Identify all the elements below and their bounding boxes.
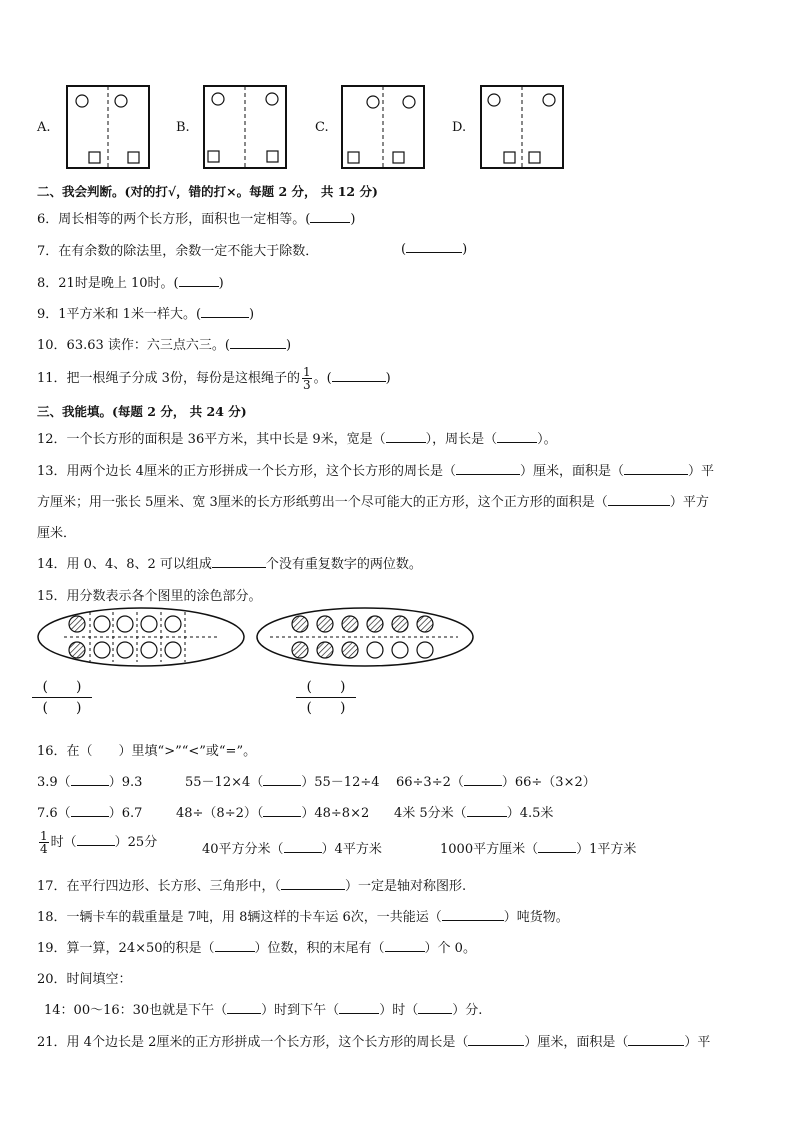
q17-blank[interactable] <box>281 877 345 890</box>
q15-left-circle <box>94 616 110 632</box>
q16-r1-4: ）55－12÷4 <box>301 775 380 790</box>
q13-l2a: 方厘米；用一张长 5厘米、宽 3厘米的长方形纸剪出一个尽可能大的正方形，这个正方形的面积是（ <box>37 495 608 510</box>
q19-b: ）位数，积的末尾有（ <box>254 941 385 956</box>
q16-r1-6: ）66÷（3×2） <box>501 775 596 790</box>
q7-answer <box>401 240 467 257</box>
q18-b: ）吨货物。 <box>503 910 569 925</box>
figure-b <box>204 86 286 168</box>
q13-area-blank[interactable] <box>624 462 688 475</box>
question-13-line-3 <box>37 522 76 541</box>
q20-blank-3[interactable] <box>418 1001 452 1014</box>
q16-row-1c <box>396 771 596 790</box>
q20-title: 20．时间填空： <box>37 972 132 987</box>
q16-row-2c <box>394 802 553 821</box>
option-figures <box>0 80 794 175</box>
q16-row-2 <box>37 802 142 821</box>
q7-close: ) <box>462 242 468 257</box>
q15-right-circle <box>417 616 433 632</box>
q6-answer-blank[interactable] <box>310 210 350 223</box>
q16-r1-1: 3.9（ <box>37 775 71 790</box>
q16-r2-blank-1[interactable] <box>71 804 109 817</box>
q16-row-2b <box>176 802 369 821</box>
q16-r1-3: 55－12×4（ <box>185 775 264 790</box>
q15-left-circle <box>141 642 157 658</box>
q15-left-circle <box>165 616 181 632</box>
question-13-line-2 <box>37 491 709 510</box>
q15-right-circle <box>367 616 383 632</box>
q16-r3-blank-2[interactable] <box>284 840 322 853</box>
q15-right-denominator: ( ) <box>306 700 346 716</box>
q15-left-circle <box>165 642 181 658</box>
q8-answer-blank[interactable] <box>179 274 219 287</box>
q19-blank-2[interactable] <box>385 939 425 952</box>
q14-part-a: 14．用 0、4、8、2 可以组成 <box>37 557 212 572</box>
q19-c: ）个 0。 <box>424 941 476 956</box>
q11-after: 。( <box>313 371 332 386</box>
q13-square-area-blank[interactable] <box>608 493 670 506</box>
option-a-label: A. <box>37 120 51 135</box>
q11-frac-numerator: 1 <box>302 365 311 379</box>
question-6 <box>37 208 355 227</box>
q15-right-circle <box>392 616 408 632</box>
q15-right-circle <box>367 642 383 658</box>
q10-close: ) <box>285 338 292 353</box>
q11-frac-denominator: 3 <box>302 378 311 392</box>
q16-r3-frac-denominator: 4 <box>40 842 48 856</box>
q15-right-numerator: ( ) <box>306 679 346 695</box>
question-15 <box>37 585 262 604</box>
q18-blank[interactable] <box>442 908 504 921</box>
question-14 <box>37 553 422 572</box>
q15-left-fraction[interactable] <box>32 678 92 717</box>
q13-l1c: ）平 <box>687 464 714 479</box>
q20-d: ）分. <box>452 1003 483 1018</box>
q15-right-circle <box>292 642 308 658</box>
q16-r1-5: 66÷3÷2（ <box>396 775 464 790</box>
q15-right-circle <box>417 642 433 658</box>
figure-a <box>67 86 149 168</box>
q8-text: 8．21时是晚上 10时。( <box>37 276 179 291</box>
q15-left-circle <box>141 616 157 632</box>
q16-r3-f: ）1平方米 <box>576 842 637 857</box>
q20-c: ）时（ <box>379 1003 419 1018</box>
q16-r3-frac-numerator: 1 <box>40 829 48 843</box>
q16-r3-blank-3[interactable] <box>538 840 576 853</box>
q11-text: 11．把一根绳子分成 3份，每份是这根绳子的 <box>37 371 300 386</box>
figure-d <box>481 86 563 168</box>
q13-l1a: 13．用两个边长 4厘米的正方形拼成一个长方形，这个长方形的周长是（ <box>37 464 456 479</box>
q6-close: ) <box>350 212 356 227</box>
q20-blank-2[interactable] <box>339 1001 379 1014</box>
q13-l2b: ）平方 <box>669 495 709 510</box>
q7-answer-blank[interactable] <box>406 240 462 253</box>
q15-figure <box>0 604 794 670</box>
question-11 <box>37 366 391 391</box>
q15-left-circle <box>94 642 110 658</box>
q15-right-circle <box>342 616 358 632</box>
question-9 <box>37 303 254 322</box>
q16-r2-2: ）6.7 <box>108 806 143 821</box>
question-13-line-1 <box>37 460 714 479</box>
q18-a: 18．一辆卡车的载重量是 7吨，用 8辆这样的卡车运 6次，一共能运（ <box>37 910 442 925</box>
question-10 <box>37 334 291 353</box>
q7-open: ( <box>401 242 407 257</box>
q16-r1-blank-2[interactable] <box>263 773 301 786</box>
q15-left-circle <box>117 616 133 632</box>
option-d-label: D. <box>452 120 467 135</box>
q21-a: 21．用 4个边长是 2厘米的正方形拼成一个长方形，这个长方形的周长是（ <box>37 1035 469 1050</box>
q9-answer-blank[interactable] <box>201 305 249 318</box>
q7-text: 7．在有余数的除法里，余数一定不能大于除数． <box>37 244 319 259</box>
q16-r1-2: ）9.3 <box>108 775 143 790</box>
q10-answer-blank[interactable] <box>230 336 286 349</box>
q13-l3: 厘米． <box>37 526 77 541</box>
q16-r3-fraction <box>39 830 49 855</box>
q15-right-circle <box>317 642 333 658</box>
question-12 <box>37 428 557 447</box>
q12-width-blank[interactable] <box>386 430 426 443</box>
q12-part-a: 12．一个长方形的面积是 36平方米，其中长是 9米，宽是（ <box>37 432 386 447</box>
q16-r2-1: 7.6（ <box>37 806 71 821</box>
section-2-title: 二、我会判断。(对的打√，错的打×。每题 2 分， 共 12 分) <box>37 184 378 199</box>
question-20 <box>44 999 482 1018</box>
q16-r3-d: ）4平方米 <box>321 842 382 857</box>
q15-left-circle <box>69 616 85 632</box>
q9-close: ) <box>249 307 255 322</box>
q15-right-circle <box>292 616 308 632</box>
q16-title: 16．在（ ）里填“>”“<”或“=”。 <box>37 744 257 759</box>
q15-left-figure <box>38 608 244 666</box>
q21-c: ）平 <box>684 1035 711 1050</box>
q16-r3-blank-1[interactable] <box>77 833 115 846</box>
q15-left-numerator: ( ) <box>42 679 82 695</box>
q16-r1-blank-3[interactable] <box>464 773 502 786</box>
q16-r3-e: 1000平方厘米（ <box>440 842 539 857</box>
q11-answer-blank[interactable] <box>332 369 386 382</box>
question-18 <box>37 906 569 925</box>
q15-left-circle <box>69 642 85 658</box>
question-21 <box>37 1031 710 1050</box>
q15-right-figure <box>257 608 473 666</box>
q20-b: ）时到下午（ <box>261 1003 340 1018</box>
q15-right-circle <box>342 642 358 658</box>
q16-r2-4: ）48÷8×2 <box>301 806 370 821</box>
q16-row-1 <box>37 771 142 790</box>
q8-close: ) <box>218 276 224 291</box>
question-20-title <box>37 968 132 987</box>
q17-a: 17．在平行四边形、长方形、三角形中，（ <box>37 879 282 894</box>
q12-perimeter-blank[interactable] <box>497 430 537 443</box>
q13-l1b: ）厘米，面积是（ <box>519 464 624 479</box>
q20-a: 14：00～16：30也就是下午（ <box>44 1003 228 1018</box>
q14-part-b: 个没有重复数字的两位数。 <box>265 557 422 572</box>
q19-a: 19．算一算，24×50的积是（ <box>37 941 215 956</box>
q14-count-blank[interactable] <box>212 555 266 568</box>
question-16-title <box>37 740 256 759</box>
q21-b: ）厘米，面积是（ <box>524 1035 629 1050</box>
figure-c <box>342 86 424 168</box>
q13-perimeter-blank[interactable] <box>456 462 520 475</box>
q15-text: 15．用分数表示各个图里的涂色部分。 <box>37 589 262 604</box>
q11-close: ) <box>385 371 391 386</box>
q16-r2-6: ）4.5米 <box>506 806 554 821</box>
q16-r3-b: ）25分 <box>114 835 158 850</box>
q16-r2-blank-2[interactable] <box>263 804 301 817</box>
q16-row-1b <box>185 771 380 790</box>
q6-text: 6．周长相等的两个长方形，面积也一定相等。( <box>37 212 311 227</box>
q15-left-denominator: ( ) <box>42 700 82 716</box>
q12-part-b: ），周长是（ <box>425 432 498 447</box>
q16-r2-blank-3[interactable] <box>467 804 507 817</box>
q16-r1-blank-1[interactable] <box>71 773 109 786</box>
q16-r2-5: 4米 5分米（ <box>394 806 467 821</box>
option-b-label: B. <box>176 120 190 135</box>
q10-text: 10．63.63 读作：六三点六三。( <box>37 338 230 353</box>
q15-right-fraction[interactable] <box>296 678 356 717</box>
q17-b: ）一定是轴对称图形. <box>345 879 467 894</box>
q16-row-3c <box>440 838 636 857</box>
q11-fraction <box>302 366 312 391</box>
question-17 <box>37 875 466 894</box>
q12-part-c: ）。 <box>537 432 557 447</box>
question-8 <box>37 272 224 291</box>
q15-left-circle <box>117 642 133 658</box>
q21-area-blank[interactable] <box>628 1033 684 1046</box>
q9-text: 9．1平方米和 1米一样大。( <box>37 307 202 322</box>
q16-r2-3: 48÷（8÷2）（ <box>176 806 264 821</box>
question-7 <box>37 240 318 259</box>
q16-row-3 <box>37 830 157 855</box>
q16-row-3b <box>202 838 382 857</box>
q20-blank-1[interactable] <box>227 1001 261 1014</box>
question-19 <box>37 937 476 956</box>
q16-r3-a: 时（ <box>50 835 77 850</box>
section-3-title: 三、我能填。(每题 2 分， 共 24 分) <box>37 404 247 419</box>
q15-right-circle <box>317 616 333 632</box>
q16-r3-c: 40平方分米（ <box>202 842 284 857</box>
q21-perimeter-blank[interactable] <box>468 1033 524 1046</box>
option-c-label: C. <box>315 120 329 135</box>
q15-right-circle <box>392 642 408 658</box>
q19-blank-1[interactable] <box>215 939 255 952</box>
